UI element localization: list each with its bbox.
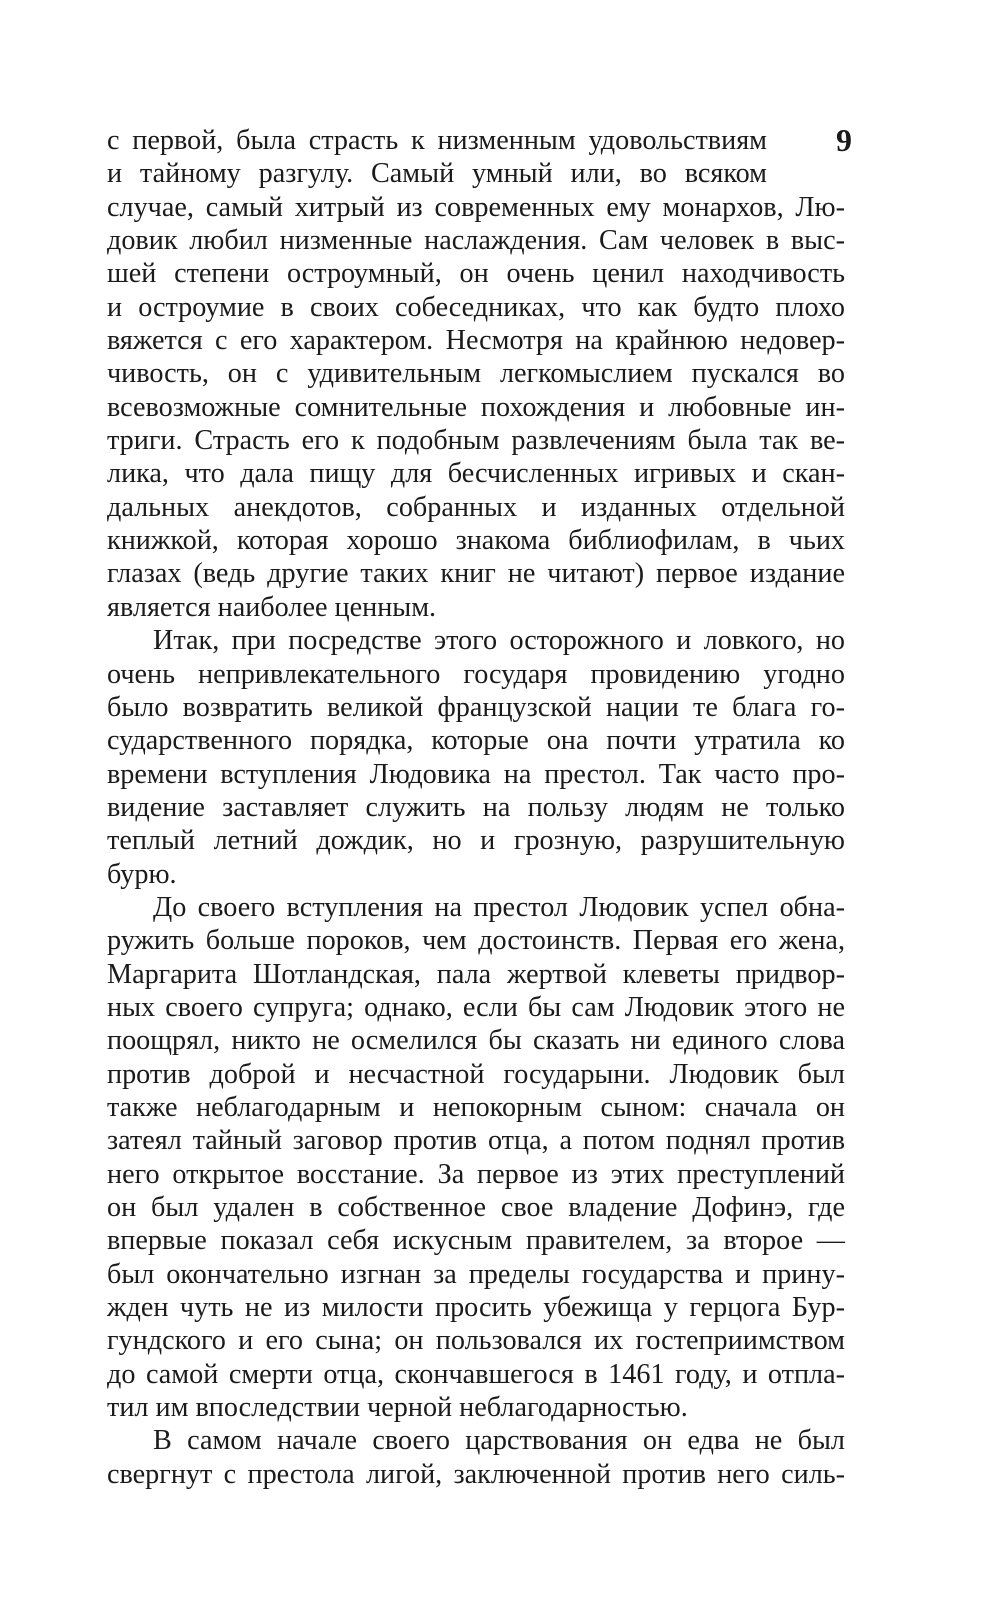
- text-line: видение заставляет служить на пользу людям не только: [107, 791, 845, 823]
- text-line: и остроумие в своих собеседниках, что как будто плохо: [107, 291, 845, 323]
- text-line: он был удален в собственное свое владение Дофинэ, где: [107, 1192, 845, 1223]
- text-line: дальных анекдотов, собранных и изданных отдельной: [107, 491, 845, 523]
- text-line: бурю.: [107, 858, 177, 890]
- text-line: и тайному разгулу. Самый умный или, во всяком: [107, 158, 767, 190]
- text-line: книжкой, которая хорошо знакома библиофилам, в чьих: [107, 525, 845, 557]
- text-line: является наиболее ценным.: [107, 591, 437, 623]
- text-line: сударственного порядка, которые она почти утратила ко: [107, 725, 845, 757]
- text-line: Итак, при посредстве этого осторожного и ловкого, но: [153, 625, 845, 657]
- text-line: жден чуть не из милости просить убежища у герцога Бур-: [107, 1292, 845, 1324]
- text-line: Маргарита Шотландская, пала жертвой клеветы придвор-: [107, 958, 845, 990]
- text-line: времени вступления Людовика на престол. Так часто про-: [107, 758, 845, 790]
- body-text: [107, 124, 845, 1491]
- text-line: лика, что дала пищу для бесчисленных игривых и скан-: [107, 458, 845, 490]
- text-line: затеял тайный заговор против отца, а потом поднял против: [107, 1125, 845, 1157]
- text-line: триги. Страсть его к подобным развлечениям была так ве-: [107, 425, 845, 457]
- text-line: ружить больше пороков, чем достоинств. Первая его жена,: [107, 925, 845, 957]
- text-line: было возвратить великой французской нации те блага го-: [107, 691, 845, 723]
- text-line: До своего вступления на престол Людовик успел обна-: [153, 891, 845, 923]
- text-line: до самой смерти отца, скончавшегося в 1461 году, и отпла-: [107, 1358, 845, 1390]
- text-line: случае, самый хитрый из современных ему монархов, Лю-: [107, 191, 845, 223]
- text-line: поощрял, никто не осмелился бы сказать ни единого слова: [107, 1025, 845, 1057]
- text-line: был окончательно изгнан за пределы государства и прину-: [107, 1258, 845, 1290]
- text-line: В самом начале своего царствования он едва не был: [153, 1425, 845, 1457]
- text-line: чивость, он с удивительным легкомыслием пускался во: [107, 358, 845, 390]
- text-line: него открытое восстание. За первое из этих преступлений: [107, 1158, 845, 1190]
- page-number: 9: [836, 122, 852, 158]
- text-line: тил им впоследствии черной неблагодарностью.: [107, 1392, 688, 1424]
- text-line: свергнут с престола лигой, заключенной против него силь-: [107, 1458, 845, 1490]
- text-line: впервые показал себя искусным правителем, за второе —: [107, 1225, 845, 1257]
- text-line: шей степени остроумный, он очень ценил находчивость: [107, 258, 845, 290]
- text-line: гундского и его сына; он пользовался их гостеприимством: [107, 1325, 845, 1357]
- text-line: всевозможные сомнительные похождения и любовные ин-: [107, 391, 845, 423]
- text-line: ных своего супруга; однако, если бы сам Людовик этого не: [107, 991, 845, 1023]
- text-line: довик любил низменные наслаждения. Сам человек в выс-: [107, 225, 845, 257]
- text-line: также неблагодарным и непокорным сыном: сначала он: [107, 1091, 845, 1123]
- text-line: с первой, была страсть к низменным удовольствиям: [107, 125, 767, 156]
- text-line: очень непривлекательного государя провидению угодно: [107, 658, 845, 690]
- text-line: теплый летний дождик, но и грозную, разрушительную: [107, 825, 845, 857]
- text-line: вяжется с его характером. Несмотря на крайнюю недовер-: [107, 325, 845, 357]
- text-line: глазах (ведь другие таких книг не читают) первое издание: [107, 558, 845, 590]
- text-line: против доброй и несчастной государыни. Людовик был: [107, 1058, 845, 1090]
